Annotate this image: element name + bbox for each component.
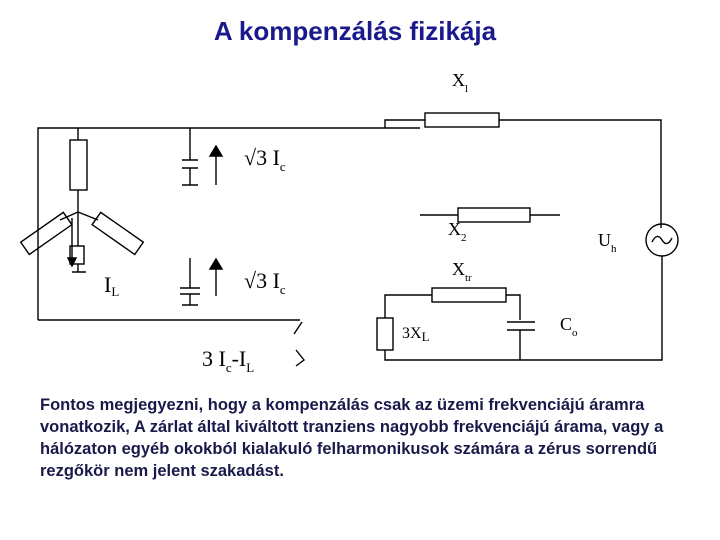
phase-resistor <box>70 140 87 190</box>
page-title: A kompenzálás fizikája <box>213 16 497 46</box>
x1-label: $X_l$ <box>452 70 469 95</box>
xtr-label: $X_{tr}$ <box>452 259 472 284</box>
top-capacitor <box>182 160 198 168</box>
co-capacitor <box>507 322 535 330</box>
three-xl-resistor <box>377 318 393 350</box>
three-xl-label: 3XL <box>402 325 430 344</box>
sqrt3ic-mid-label: √3 $I_c$ <box>244 268 286 297</box>
co-label: $C_o$ <box>560 314 578 339</box>
note-paragraph: Fontos megjegyezni, hogy a kompenzálás csak az üzemi frekvenciájú áramra vonatkozik, A zárlat által kiváltott tranziens nagyobb frekvenciájú árama, vagy a hálózaton egyéb okokból kialakuló felharmonikusok számára a zérus sorrendű rezgőkör nem jelent szakadást. <box>40 396 664 480</box>
ic-il-label: 3 $I_c-I_L$ <box>202 346 255 375</box>
uh-label: $U_h$ <box>598 230 617 255</box>
star-resistor-right <box>92 212 143 254</box>
x2-resistor <box>458 208 530 222</box>
top-right-wire <box>385 120 425 128</box>
x2-label: $X_2$ <box>448 219 467 244</box>
sqrt3ic-top-label: √3 $I_c$ <box>244 145 286 174</box>
xtr-resistor <box>432 288 506 302</box>
x1-resistor <box>425 113 499 127</box>
il-label: IL <box>104 272 120 299</box>
mid-capacitor <box>180 288 200 294</box>
left-bus-wire <box>38 128 420 320</box>
